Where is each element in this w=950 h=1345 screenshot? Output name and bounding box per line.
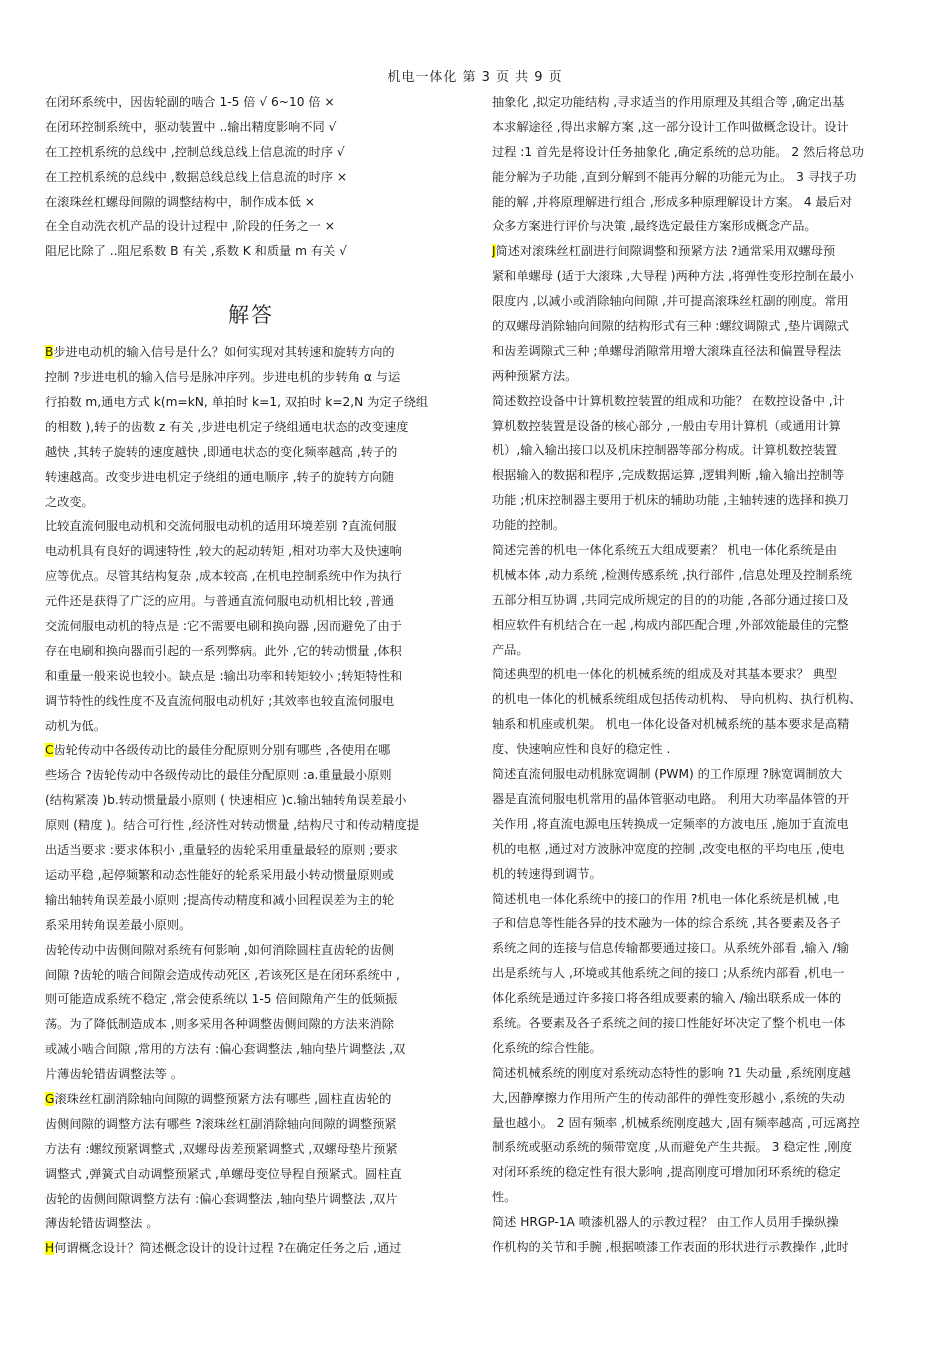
line-text: 化系统的综合性能。 [492,1040,602,1055]
answer-paragraph [492,538,906,662]
line-text: 系采用转角误差最小原则。 [45,917,192,932]
paragraph-line [45,1187,457,1212]
answer-paragraph [492,389,906,538]
paragraph-line [492,638,906,663]
line-text: 之改变。 [45,494,94,509]
line-text: 出是系统与人 ,环境或其他系统之间的接口 ;从系统内部看 ,机电一 [492,966,845,981]
page-header: 机电一体化 第 3 页 共 9 页 [387,70,563,85]
paragraph-line [45,1087,457,1112]
answer-paragraph [492,1061,906,1210]
paragraph-line [45,938,457,963]
paragraph-line [492,662,906,687]
paragraph-line [45,664,457,689]
line-text: (结构紧凑 )b.转动惯量最小原则 ( 快速相应 )c.输出轴转角误差最小 [45,793,407,808]
paragraph-line [45,1162,457,1187]
line-text: 何谓概念设计？简述概念设计的设计过程 ?在确定任务之后 ,通过 [54,1241,402,1256]
paragraph-line [45,514,457,539]
line-text: 算机数控装置是设备的核心部分 ,一般由专用计算机（或通用计算 [492,418,841,433]
line-text: 系统。各要素及各子系统之间的接口性能好坏决定了整个机电一体 [492,1015,846,1030]
line-text: 元件还是获得了广泛的应用。与普通直流伺服电动机相比较 ,普通 [45,594,394,609]
paragraph-line [45,589,457,614]
line-text: 简述机电一体化系统中的接口的作用 ?机电一体化系统是机械 ,电 [492,891,840,906]
line-text: 转速越高。改变步进电机定子绕组的通电顺序 ,转子的旋转方向随 [45,469,394,484]
paragraph-line [492,414,906,439]
paragraph-line [492,239,906,264]
line-text: 简述直流伺服电动机脉宽调制 (PWM) 的工作原理 ?脉宽调制放大 [492,767,843,782]
highlight-letter: C [45,743,54,758]
paragraph-line [492,214,906,239]
line-text: 产品。 [492,642,529,657]
judgment-item: 在工控机系统的总线中 ,控制总线总线上信息流的时序 √ [45,144,345,159]
right-column [492,90,906,1260]
paragraph-line [492,115,906,140]
paragraph-line [45,763,457,788]
paragraph-line [492,389,906,414]
line-text: 性。 [492,1190,517,1205]
line-text: 原则 (精度 )。结合可行性 ,经济性对转动惯量 ,结构尺寸和传动精度提 [45,818,420,833]
judgment-item: 在全自动洗衣机产品的设计过程中 ,阶段的任务之一 × [45,219,335,234]
paragraph-line [492,1086,906,1111]
paragraph-line [492,812,906,837]
paragraph-line [492,513,906,538]
paragraph-line [492,961,906,986]
line-text: 方法有 :螺纹预紧调整式 ,双螺母齿差预紧调整式 ,双螺母垫片预紧 [45,1141,398,1156]
line-text: 机的转速得到调节。 [492,866,602,881]
line-text: 能分解为子功能 ,直到分解到不能再分解的功能元为止。 3 寻找子功 [492,169,857,184]
line-text: 控制 ?步进电机的输入信号是脉冲序列。步进电机的步转角 α 与运 [45,370,401,385]
line-text: 存在电刷和换向器而引起的一系列弊病。此外 ,它的转动惯量 ,体积 [45,643,402,658]
judgment-item: 在闭环控制系统中，驱动装置中 ..输出精度影响不同 √ [45,119,337,134]
highlight-letter: G [45,1091,55,1106]
judgment-item: 阻尼比除了 ..阻尼系数 B 有关 ,系数 K 和质量 m 有关 √ [45,244,347,259]
paragraph-line [45,1112,457,1137]
judgment-item: 在滚珠丝杠螺母间隙的调整结构中，制作成本低 × [45,194,316,209]
line-text: 相应软件有机结合在一起 ,构成内部匹配合理 ,外部效能最佳的完整 [492,617,849,632]
answer-paragraph [492,887,906,1061]
line-text: 运动平稳 ,起停频繁和动态性能好的轮系采用最小转动惯量原则或 [45,867,394,882]
line-text: 和重量一般来说也较小。缺点是 :输出功率和转矩较小 ;转矩特性和 [45,668,403,683]
paragraph-line [492,737,906,762]
line-text: 或减小啮合间隙 ,常用的方法有 :偏心套调整法 ,轴向垫片调整法 ,双 [45,1042,406,1057]
left-column [45,90,457,1261]
line-text: 简述数控设备中计算机数控装置的组成和功能？ 在数控设备中 ,计 [492,393,845,408]
paragraph-line [45,390,457,415]
paragraph-line [45,1211,457,1236]
paragraph-line [45,1037,457,1062]
line-text: 调整式 ,弹簧式自动调整预紧式 ,单螺母变位导程自预紧式。圆柱直 [45,1166,402,1181]
line-text: 量也越小。 2 固有频率 ,机械系统刚度越大 ,固有频率越高 ,可远离控 [492,1115,860,1130]
line-text: 输出轴转角误差最小原则 ;提高传动精度和减小回程误差为主的轮 [45,892,395,907]
paragraph-line [45,714,457,739]
paragraph-line [492,289,906,314]
line-text: 越快 ,其转子旋转的速度越快 ,即通电状态的变化频率越高 ,转子的 [45,444,398,459]
paragraph-line [45,1062,457,1087]
line-text: 滚珠丝杠副消除轴向间隙的调整预紧方法有哪些 ,圆柱直齿轮的 [54,1091,392,1106]
paragraph-line [45,963,457,988]
line-text: 的双螺母消除轴向间隙的结构形式有三种 :螺纹调隙式 ,垫片调隙式 [492,319,849,334]
highlight-letter: H [45,1241,55,1256]
paragraph-line [45,1012,457,1037]
highlight-letter: J [492,244,496,259]
line-text: 本求解途径 ,得出求解方案 ,这一部分设计工作叫做概念设计。设计 [492,119,849,134]
paragraph-line [492,1036,906,1061]
paragraph-line [492,911,906,936]
paragraph-line [492,90,906,115]
section-title: 解答 [228,303,274,328]
paragraph-line [492,364,906,389]
paragraph-line [492,538,906,563]
paragraph-line [45,639,457,664]
line-text: 些场合 ?齿轮传动中各级传动比的最佳分配原则 :a.重量最小原则 [45,768,392,783]
paragraph-line [45,863,457,888]
answer-paragraph [45,738,457,937]
paragraph-line [45,689,457,714]
paragraph-line [45,738,457,763]
line-text: 制系统或驱动系统的频带宽度 ,从而避免产生共振。 3 稳定性 ,刚度 [492,1140,853,1155]
line-text: 机械本体 ,动力系统 ,检测传感系统 ,执行部件 ,信息处理及控制系统 [492,567,853,582]
line-text: 简述机械系统的刚度对系统动态特性的影响 ?1 失动量 ,系统刚度越 [492,1065,851,1080]
line-text: 度、快速响应性和良好的稳定性 . [492,742,671,757]
paragraph-line [45,813,457,838]
paragraph-line [45,539,457,564]
line-text: 机）,输入输出接口以及机床控制器等部分构成。计算机数控装置 [492,443,838,458]
paragraph-line [492,687,906,712]
line-text: 简述典型的机电一体化的机械系统的组成及对其基本要求？ 典型 [492,667,838,682]
line-text: 功能的控制。 [492,518,566,533]
judgment-item: 在闭环系统中，因齿轮副的啮合 1-5 倍 √ 6~10 倍 × [45,95,335,109]
paragraph-line [45,440,457,465]
paragraph-line [492,588,906,613]
answer-paragraph [492,1210,906,1260]
answer-paragraph [492,762,906,886]
line-text: 则可能造成系统不稳定 ,常会使系统以 1-5 倍间隙角产生的低频振 [45,992,398,1007]
line-text: 对闭环系统的稳定性有很大影响 ,提高刚度可增加闭环系统的稳定 [492,1165,841,1180]
paragraph-line [492,1061,906,1086]
paragraph-line [492,165,906,190]
paragraph-line [45,614,457,639]
paragraph-line [492,712,906,737]
line-text: 紧和单螺母 (适于大滚珠 ,大导程 )两种方法 ,将弹性变形控制在最小 [492,269,854,284]
paragraph-line [45,913,457,938]
paragraph-line [45,415,457,440]
paragraph-line [492,1111,906,1136]
line-text: 子和信息等性能各异的技术融为一体的综合系统 ,其各要素及各子 [492,916,841,931]
line-text: 功能 ;机床控制器主要用于机床的辅助功能 ,主轴转速的选择和换刀 [492,493,849,508]
paragraph-line [492,264,906,289]
paragraph-line [45,564,457,589]
line-text: 动机为低。 [45,718,106,733]
line-text: 大,因静摩擦力作用所产生的传动部件的弹性变形越小 ,系统的失动 [492,1090,845,1105]
answer-paragraph [45,514,457,738]
line-text: 体化系统是通过许多接口将各组成要素的输入 /输出联系成一体的 [492,991,842,1006]
paragraph-line [492,1235,906,1260]
highlight-letter: B [45,345,54,360]
judgment-list [45,90,457,264]
paragraph-line [45,490,457,515]
line-text: 简述完善的机电一体化系统五大组成要素？ 机电一体化系统是由 [492,543,838,558]
line-text: 五部分相互协调 ,共同完成所规定的目的的功能 ,各部分通过接口及 [492,592,849,607]
paragraph-line [45,888,457,913]
answer-paragraph [45,938,457,1087]
paragraph-line [45,1236,457,1261]
paragraph-line [492,140,906,165]
paragraph-line [492,1135,906,1160]
paragraph-line [492,613,906,638]
paragraph-line [492,488,906,513]
line-text: 片薄齿轮错齿调整法等 。 [45,1067,183,1082]
paragraph-line [492,438,906,463]
line-text: 齿侧间隙的调整方法有哪些 ?滚珠丝杠副消除轴向间隙的调整预紧 [45,1116,397,1131]
line-text: 器是直流伺服电机常用的晶体管驱动电路。 利用大功率晶体管的开 [492,791,850,806]
paragraph-line [492,887,906,912]
line-text: 抽象化 ,拟定功能结构 ,寻求适当的作用原理及其组合等 ,确定出基 [492,95,845,109]
line-text: 行拍数 m,通电方式 k(m=kN, 单拍时 k=1, 双拍时 k=2,N 为定子绕组 [45,395,429,410]
answer-paragraph [45,1087,457,1236]
answer-paragraph [492,662,906,762]
paragraph-line [492,1011,906,1036]
line-text: 薄齿轮错齿调整法 。 [45,1216,159,1231]
line-text: 轴系和机座或机架。 机电一体化设备对机械系统的基本要求是高精 [492,717,850,732]
paragraph-line [492,1210,906,1235]
line-text: 的机电一体化的机械系统组成包括传动机构、 导向机构、执行机构、 [492,692,862,707]
line-text: 众多方案进行评价与决策 ,最终选定最佳方案形成概念产品。 [492,219,817,234]
line-text: 的相数 ),转子的齿数 z 有关 ,步进电机定子绕组通电状态的改变速度 [45,419,409,434]
line-text: 齿轮传动中各级传动比的最佳分配原则分别有哪些 ,各使用在哪 [53,743,391,758]
paragraph-line [45,365,457,390]
answer-paragraph [45,1236,457,1261]
paragraph-line [492,1160,906,1185]
paragraph-line [492,463,906,488]
line-text: 机的电枢 ,通过对方波脉冲宽度的控制 ,改变电枢的平均电压 ,使电 [492,841,845,856]
line-text: 步进电动机的输入信号是什么？如何实现对其转速和旋转方向的 [53,345,395,360]
line-text: 电动机具有良好的调速特性 ,较大的起动转矩 ,相对功率大及快速响 [45,544,402,559]
line-text: 能的解 ,并将原理解进行组合 ,形成多种原理解设计方案。 4 最后对 [492,194,853,209]
paragraph-line [492,936,906,961]
line-text: 简述 HRGP-1A 喷漆机器人的示教过程？ 由工作人员用手操纵操 [492,1215,839,1230]
paragraph-line [45,1137,457,1162]
line-text: 系统之间的连接与信息传输都要通过接口。从系统外部看 ,输入 /输 [492,941,849,956]
line-text: 比较直流伺服电动机和交流伺服电动机的适用环境差别 ?直流伺服 [45,519,397,534]
paragraph-line [492,862,906,887]
paragraph-line [45,340,457,365]
paragraph-line [45,465,457,490]
line-text: 根据输入的数据和程序 ,完成数据运算 ,逻辑判断 ,输入输出控制等 [492,468,845,483]
line-text: 间隙 ?齿轮的啮合间隙会造成传动死区 ,若该死区是在闭环系统中 , [45,967,400,982]
right-paragraphs [492,90,906,1260]
answer-paragraph [492,90,906,239]
line-text: 限度内 ,以减小或消除轴向间隙 ,并可提高滚珠丝杠副的刚度。常用 [492,294,849,309]
line-text: 关作用 ,将直流电源电压转换成一定频率的方波电压 ,施加于直流电 [492,816,849,831]
paragraph-line [45,788,457,813]
line-text: 交流伺服电动机的特点是 :它不需要电刷和换向器 ,因而避免了由于 [45,619,402,634]
paragraph-line [492,190,906,215]
paragraph-line [492,563,906,588]
paragraph-line [492,762,906,787]
paragraph-line [492,1185,906,1210]
line-text: 出适当要求 :要求体积小 ,重量轻的齿轮采用重量最轻的原则 ;要求 [45,843,398,858]
left-paragraphs [45,340,457,1261]
paragraph-line [45,987,457,1012]
line-text: 两种预紧方法。 [492,368,578,383]
paragraph-line [492,314,906,339]
line-text: 荡。为了降低制造成本 ,则多采用各种调整齿侧间隙的方法来消除 [45,1017,394,1032]
line-text: 齿轮的齿侧间隙调整方法有 :偏心套调整法 ,轴向垫片调整法 ,双片 [45,1191,398,1206]
line-text: 应等优点。尽管其结构复杂 ,成本较高 ,在机电控制系统中作为执行 [45,569,402,584]
line-text: 调节特性的线性度不及直流伺服电动机好 ;其效率也较直流伺服电 [45,693,395,708]
paragraph-line [492,339,906,364]
paragraph-line [45,838,457,863]
paragraph-line [492,986,906,1011]
answer-paragraph [45,340,457,514]
paragraph-line [492,787,906,812]
answer-paragraph [492,239,906,388]
line-text: 齿轮传动中齿侧间隙对系统有何影响 ,如何消除圆柱直齿轮的齿侧 [45,942,394,957]
line-text: 和齿差调隙式三种 ;单螺母消隙常用增大滚珠直径法和偏置导程法 [492,343,842,358]
line-text: 作机构的关节和手腕 ,根据喷漆工作表面的形状进行示教操作 ,此时 [492,1239,849,1254]
line-text: 简述对滚珠丝杠副进行间隙调整和预紧方法 ?通常采用双螺母预 [495,244,836,259]
line-text: 过程 :1 首先是将设计任务抽象化 ,确定系统的总功能。 2 然后将总功 [492,144,864,159]
paragraph-line [492,837,906,862]
judgment-item: 在工控机系统的总线中 ,数据总线总线上信息流的时序 × [45,169,348,184]
